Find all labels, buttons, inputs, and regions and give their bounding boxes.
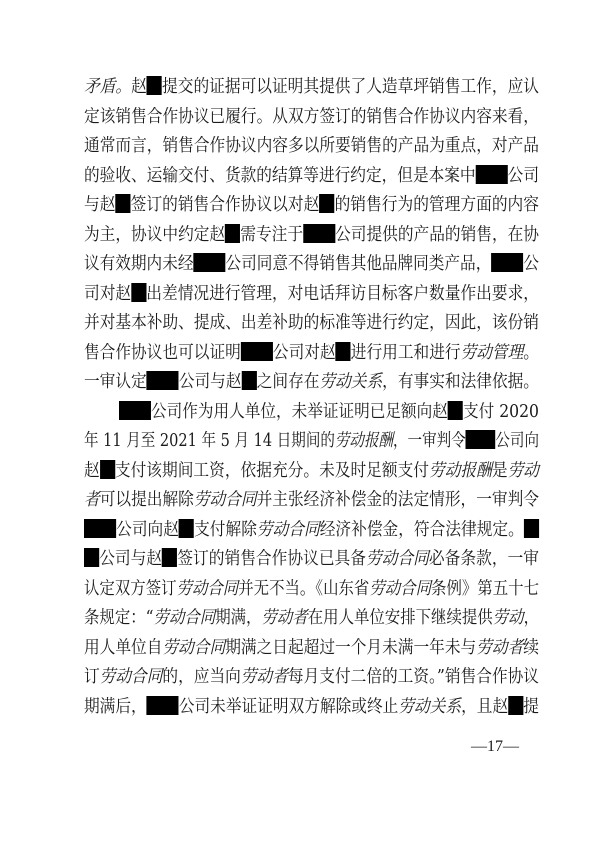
redaction-block [336, 342, 351, 361]
text-segment: 可以提出解除 [99, 490, 194, 510]
text-segment: 劳动报酬 [334, 431, 394, 451]
redaction-block [448, 401, 463, 420]
redaction-block [115, 194, 130, 213]
text-segment: 公司对赵 [272, 342, 336, 363]
text-segment: 为主，协议中约定赵 [84, 224, 226, 245]
text-segment: 劳动合同 [256, 519, 320, 540]
text-segment: 的，应当向 [162, 667, 241, 687]
text-segment: 者 [84, 490, 100, 510]
text-segment: 需专注于 [240, 224, 304, 245]
text-segment: 劳动合同 [99, 667, 163, 687]
redaction-block [241, 342, 273, 361]
text-segment: 一审认定 [84, 372, 147, 392]
redaction-block [466, 430, 496, 449]
text-segment: 劳动报酬 [429, 460, 492, 481]
text-segment: ，有事实和法律依据。 [382, 372, 539, 392]
text-segment: ，一审判令 [393, 431, 466, 451]
redaction-block [476, 165, 508, 184]
text-line [0, 308, 600, 338]
text-segment: 订 [84, 667, 100, 687]
redaction-block [147, 76, 162, 95]
text-line [0, 338, 600, 368]
text-segment: 签订的销售合作协议以对赵 [130, 195, 320, 215]
text-line [0, 131, 600, 161]
text-line [0, 190, 600, 220]
redaction-block [319, 194, 334, 213]
redaction-block [147, 696, 179, 715]
text-segment: 矛盾。 [84, 77, 132, 97]
text-segment: 劳动合同 [153, 608, 216, 628]
text-line [0, 161, 600, 191]
redaction-block [225, 224, 240, 243]
text-segment: 支付 2020 [463, 401, 539, 422]
text-line [0, 692, 600, 722]
redaction-block [162, 548, 177, 567]
text-segment: 劳动者 [261, 608, 308, 628]
text-segment: 议有效期内未经 [84, 254, 194, 274]
text-segment: 条规定：“ [84, 608, 154, 628]
text-segment: 通常而言，销售合作协议内容多以所要销售的产品为重点，对产品 [84, 136, 539, 156]
text-segment: 年 11 月至 2021 年 5 月 14 日期间的 [84, 431, 335, 451]
text-line [0, 72, 600, 102]
text-segment: 期满之日起超过一个月未满一年未与 [225, 637, 477, 658]
text-segment: 劳动关系 [319, 372, 383, 392]
text-line [0, 633, 600, 663]
text-segment: 续 [523, 637, 539, 658]
redaction-block [303, 224, 335, 243]
redaction-block [524, 519, 539, 538]
text-segment: 赵 [84, 460, 100, 481]
text-segment: 公 [523, 254, 539, 274]
redaction-block [84, 519, 116, 538]
text-segment: 赵 [131, 77, 147, 97]
redaction-block [242, 371, 257, 390]
text-segment: 经济补偿金，符合法律规定。 [319, 519, 524, 540]
text-segment: 并无不当。《山东省 [238, 578, 370, 599]
text-segment: 期满后， [84, 696, 147, 717]
redaction-block [179, 519, 194, 538]
redaction-block [100, 460, 115, 479]
text-segment: 是 [491, 460, 508, 481]
text-segment: 出差情况进行管理，对电话拜访目标客户数量作出要求， [146, 283, 539, 304]
text-segment: 售合作协议也可以证明 [84, 342, 241, 363]
text-segment: 劳动 [507, 460, 539, 481]
text-segment: 劳动者 [240, 667, 288, 687]
text-line [0, 603, 600, 633]
text-line [0, 397, 600, 427]
text-segment: 支付该期间工资，依据充分。未及时足额支付 [114, 460, 430, 481]
text-segment: 认定双方签订 [84, 578, 177, 599]
text-segment: 公司向 [495, 431, 539, 451]
text-segment: 劳动关系 [398, 696, 462, 717]
text-segment: 司对赵 [84, 283, 132, 304]
text-line [0, 367, 600, 397]
redaction-block [84, 548, 99, 567]
text-line [0, 249, 600, 279]
text-segment: 劳动合同 [162, 637, 226, 658]
text-segment: ，且赵 [461, 696, 509, 717]
text-segment: 劳动合同 [366, 549, 429, 569]
text-segment: 之间存在 [256, 372, 320, 392]
redaction-block [193, 253, 225, 272]
text-segment: 必备条款，一审 [428, 549, 539, 569]
redaction-block [147, 371, 179, 390]
text-segment: 用人单位自 [84, 637, 163, 658]
text-segment: ， [523, 608, 539, 628]
text-segment: 。 [523, 342, 539, 363]
redaction-block [491, 253, 523, 272]
text-segment: 在用人单位安排下继续提供 [307, 608, 493, 628]
text-segment: 公司同意不得销售其他品牌同类产品， [225, 254, 492, 274]
redaction-block [131, 283, 146, 302]
text-segment: 提交的证据可以证明其提供了人造草坪销售工作，应认 [162, 77, 540, 97]
text-segment: 提 [523, 696, 539, 717]
text-line [0, 515, 600, 545]
text-line [0, 574, 600, 604]
text-segment: 公司提供的产品的销售，在协 [335, 224, 539, 245]
text-segment: 劳动管理 [460, 342, 524, 363]
redaction-block [119, 401, 151, 420]
text-line [0, 662, 600, 692]
text-line [0, 456, 600, 486]
page-number: —17— [471, 738, 519, 755]
text-segment: 进行用工和进行 [350, 342, 461, 363]
text-segment: 的销售行为的管理方面的内容 [334, 195, 539, 215]
text-line [0, 485, 600, 515]
text-segment: 期满， [215, 608, 262, 628]
text-segment: 并对基本补助、提成、出差补助的标准等进行约定，因此，该份销 [84, 313, 539, 333]
redaction-block [508, 696, 523, 715]
text-segment: 公司 [507, 165, 539, 186]
text-segment: 与赵 [84, 195, 116, 215]
text-segment: 劳动者 [476, 637, 524, 658]
text-segment: 劳动合同 [176, 578, 239, 599]
text-segment: 支付解除 [194, 519, 257, 540]
text-segment: 公司未举证证明双方解除或终止 [178, 696, 399, 717]
text-segment: 公司与赵 [178, 372, 242, 392]
text-line [0, 220, 600, 250]
text-segment: 定该销售合作协议已履行。从双方签订的销售合作协议内容来看， [84, 106, 539, 127]
text-segment: 公司与赵 [99, 549, 163, 569]
text-segment: 并主张经济补偿金的法定情形，一审判令 [256, 490, 539, 510]
text-segment: 公司向赵 [116, 519, 179, 540]
text-segment: 的验收、运输交付、货款的结算等进行约定，但是本案中 [84, 165, 476, 186]
text-line [0, 102, 600, 132]
text-line [0, 426, 600, 456]
text-segment: 条例》第五十七 [431, 578, 539, 599]
text-line [0, 279, 600, 309]
text-segment: 劳动合同 [193, 490, 257, 510]
text-segment: 签订的销售合作协议已具备 [177, 549, 367, 569]
text-segment: 劳动合同 [369, 578, 432, 599]
text-segment: 劳动 [492, 608, 524, 628]
text-segment: 公司作为用人单位，未举证证明已足额向赵 [150, 401, 448, 422]
text-segment: 每月支付二倍的工资。”销售合作协议 [287, 667, 539, 687]
text-line [0, 544, 600, 574]
